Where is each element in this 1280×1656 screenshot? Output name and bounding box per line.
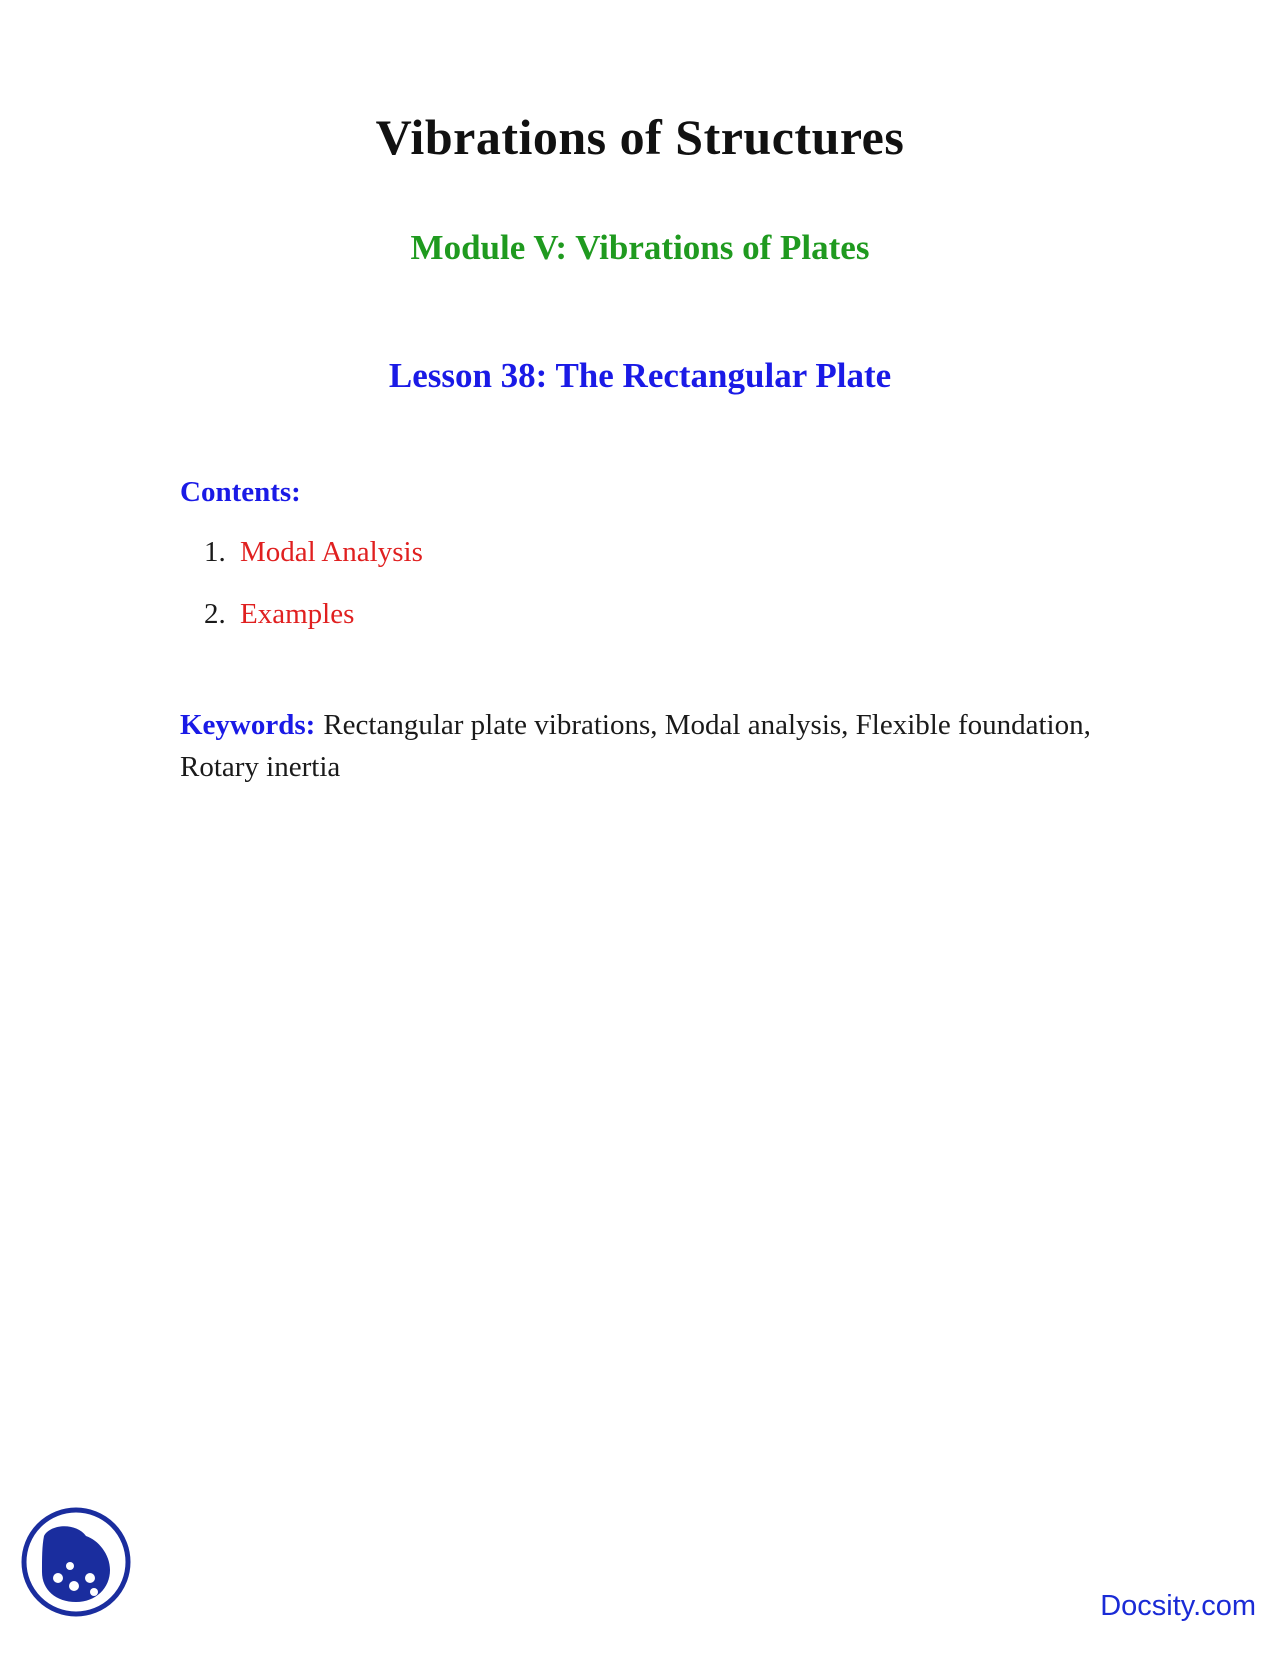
contents-item-number: 1. [204,536,226,568]
contents-item-number: 2. [204,598,226,630]
keywords-text: Rectangular plate vibrations, Modal analysis, Flexible foundation, Rotary inertia [180,709,1091,783]
document-title: Vibrations of Structures [375,109,905,165]
contents-item [204,598,423,660]
contents-heading: Contents: [180,476,301,508]
lesson-heading: Lesson 38: The Rectangular Plate [388,356,892,395]
contents-link-modal-analysis[interactable]: Modal Analysis [240,536,423,568]
module-heading: Module V: Vibrations of Plates [410,228,870,267]
contents-list [204,536,423,660]
keywords-label: Keywords: [180,709,316,741]
contents-link-examples[interactable]: Examples [240,598,355,630]
keywords-paragraph [180,704,1165,788]
docsity-link[interactable]: Docsity.com [1100,1590,1256,1622]
docsity-logo-graphic [20,1506,132,1618]
contents-item [204,536,423,598]
docsity-logo-icon [20,1506,132,1618]
